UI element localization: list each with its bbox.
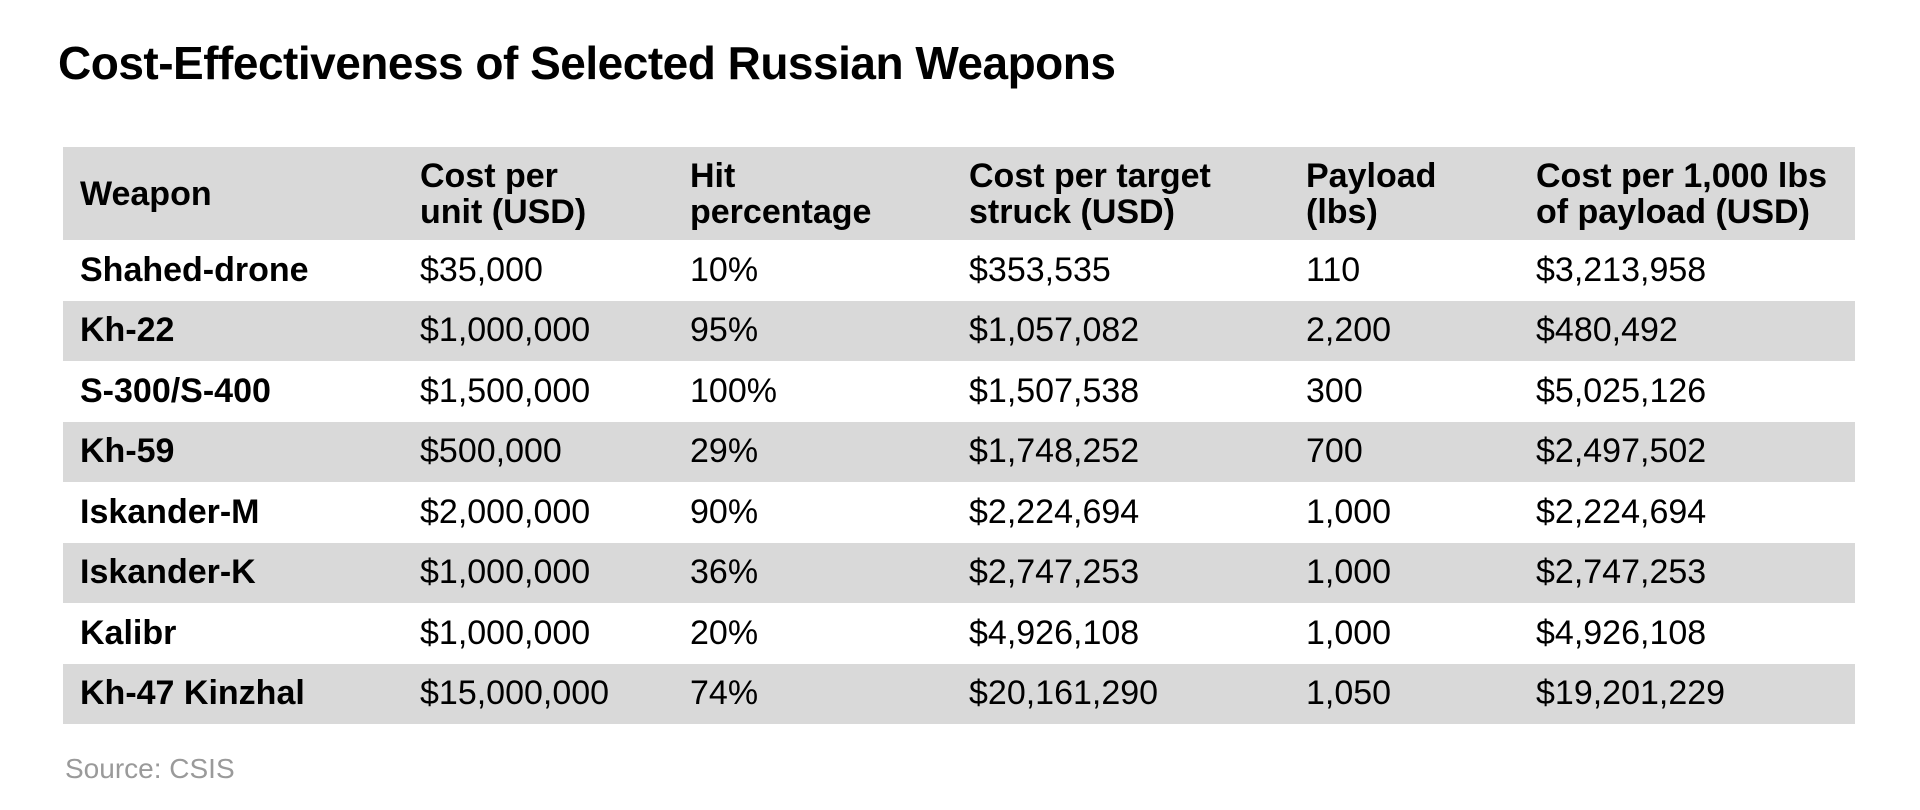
page-title: Cost-Effectiveness of Selected Russian Weapons xyxy=(58,37,1116,89)
table-row xyxy=(63,543,1855,604)
cell-payload: 1,050 xyxy=(1306,674,1392,713)
cell-cost-per-1000-lbs: $19,201,229 xyxy=(1536,674,1726,713)
table-row xyxy=(63,603,1855,664)
cell-cost-per-unit: $1,000,000 xyxy=(420,613,591,652)
cell-cost-per-unit: $1,000,000 xyxy=(420,553,591,592)
table-row xyxy=(63,240,1855,301)
cell-payload: 110 xyxy=(1306,250,1361,289)
cell-hit-percentage: 20% xyxy=(690,613,759,652)
column-header-line: Hit xyxy=(690,156,736,195)
cell-hit-percentage: 90% xyxy=(690,492,759,531)
cell-cost-per-target: $1,748,252 xyxy=(969,432,1140,471)
cell-payload: 1,000 xyxy=(1306,553,1392,592)
cell-payload: 1,000 xyxy=(1306,492,1392,531)
cell-cost-per-unit: $1,000,000 xyxy=(420,311,591,350)
table-header xyxy=(63,147,1855,240)
column-header-cost-per-target xyxy=(952,147,1289,240)
source-note: Source: CSIS xyxy=(65,753,235,784)
column-header-cost-per-unit xyxy=(403,147,673,240)
cell-payload: 1,000 xyxy=(1306,613,1392,652)
column-header-line: Payload xyxy=(1306,156,1437,195)
cell-cost-per-unit: $35,000 xyxy=(420,250,543,289)
cell-cost-per-target: $20,161,290 xyxy=(969,674,1159,713)
cell-cost-per-unit: $500,000 xyxy=(420,432,562,471)
column-header-payload xyxy=(1289,147,1519,240)
cell-cost-per-target: $2,747,253 xyxy=(969,553,1140,592)
cell-cost-per-unit: $15,000,000 xyxy=(420,674,610,713)
cell-hit-percentage: 95% xyxy=(690,311,759,350)
header-row xyxy=(63,147,1855,240)
cell-cost-per-target: $4,926,108 xyxy=(969,613,1140,652)
column-header-line: Cost per 1,000 lbs xyxy=(1536,156,1828,195)
cell-cost-per-1000-lbs: $2,747,253 xyxy=(1536,553,1707,592)
cell-payload: 300 xyxy=(1306,371,1363,410)
table-row xyxy=(63,482,1855,543)
column-header-line: of payload (USD) xyxy=(1536,192,1810,231)
table-body xyxy=(63,240,1855,724)
table-row xyxy=(63,301,1855,362)
column-header-line: Cost per xyxy=(420,156,558,195)
column-header-line: Weapon xyxy=(80,174,212,213)
cell-cost-per-1000-lbs: $3,213,958 xyxy=(1536,250,1707,289)
cell-hit-percentage: 74% xyxy=(690,674,759,713)
cell-cost-per-target: $1,057,082 xyxy=(969,311,1140,350)
cell-cost-per-unit: $2,000,000 xyxy=(420,492,591,531)
cell-hit-percentage: 36% xyxy=(690,553,759,592)
column-header-line: unit (USD) xyxy=(420,192,587,231)
cell-weapon: Iskander-M xyxy=(80,492,260,531)
table-row xyxy=(63,664,1855,725)
cell-cost-per-target: $1,507,538 xyxy=(969,371,1140,410)
cell-weapon: Shahed-drone xyxy=(80,250,309,289)
column-header-line: (lbs) xyxy=(1306,192,1378,231)
column-header-line: Cost per target xyxy=(969,156,1211,195)
cell-cost-per-target: $353,535 xyxy=(969,250,1111,289)
cell-cost-per-1000-lbs: $5,025,126 xyxy=(1536,371,1707,410)
cell-cost-per-target: $2,224,694 xyxy=(969,492,1140,531)
cell-cost-per-1000-lbs: $4,926,108 xyxy=(1536,613,1707,652)
cell-cost-per-1000-lbs: $2,497,502 xyxy=(1536,432,1707,471)
table-row xyxy=(63,361,1855,422)
cell-payload: 700 xyxy=(1306,432,1363,471)
column-header-weapon xyxy=(63,147,403,240)
cell-cost-per-unit: $1,500,000 xyxy=(420,371,591,410)
cell-cost-per-1000-lbs: $2,224,694 xyxy=(1536,492,1707,531)
column-header-line: struck (USD) xyxy=(969,192,1175,231)
cell-weapon: Kalibr xyxy=(80,613,177,652)
column-header-cost-per-1000-lbs xyxy=(1519,147,1855,240)
cell-weapon: Kh-47 Kinzhal xyxy=(80,674,305,713)
cell-weapon: Kh-59 xyxy=(80,432,175,471)
cell-weapon: S-300/S-400 xyxy=(80,371,271,410)
column-header-hit-percentage xyxy=(673,147,952,240)
cell-cost-per-1000-lbs: $480,492 xyxy=(1536,311,1678,350)
column-header-line: percentage xyxy=(690,192,872,231)
cell-payload: 2,200 xyxy=(1306,311,1392,350)
weapons-cost-table xyxy=(63,147,1855,724)
cell-weapon: Iskander-K xyxy=(80,553,256,592)
cell-hit-percentage: 100% xyxy=(690,371,777,410)
cell-hit-percentage: 29% xyxy=(690,432,759,471)
cell-weapon: Kh-22 xyxy=(80,311,175,350)
table-row xyxy=(63,422,1855,483)
cell-hit-percentage: 10% xyxy=(690,250,759,289)
